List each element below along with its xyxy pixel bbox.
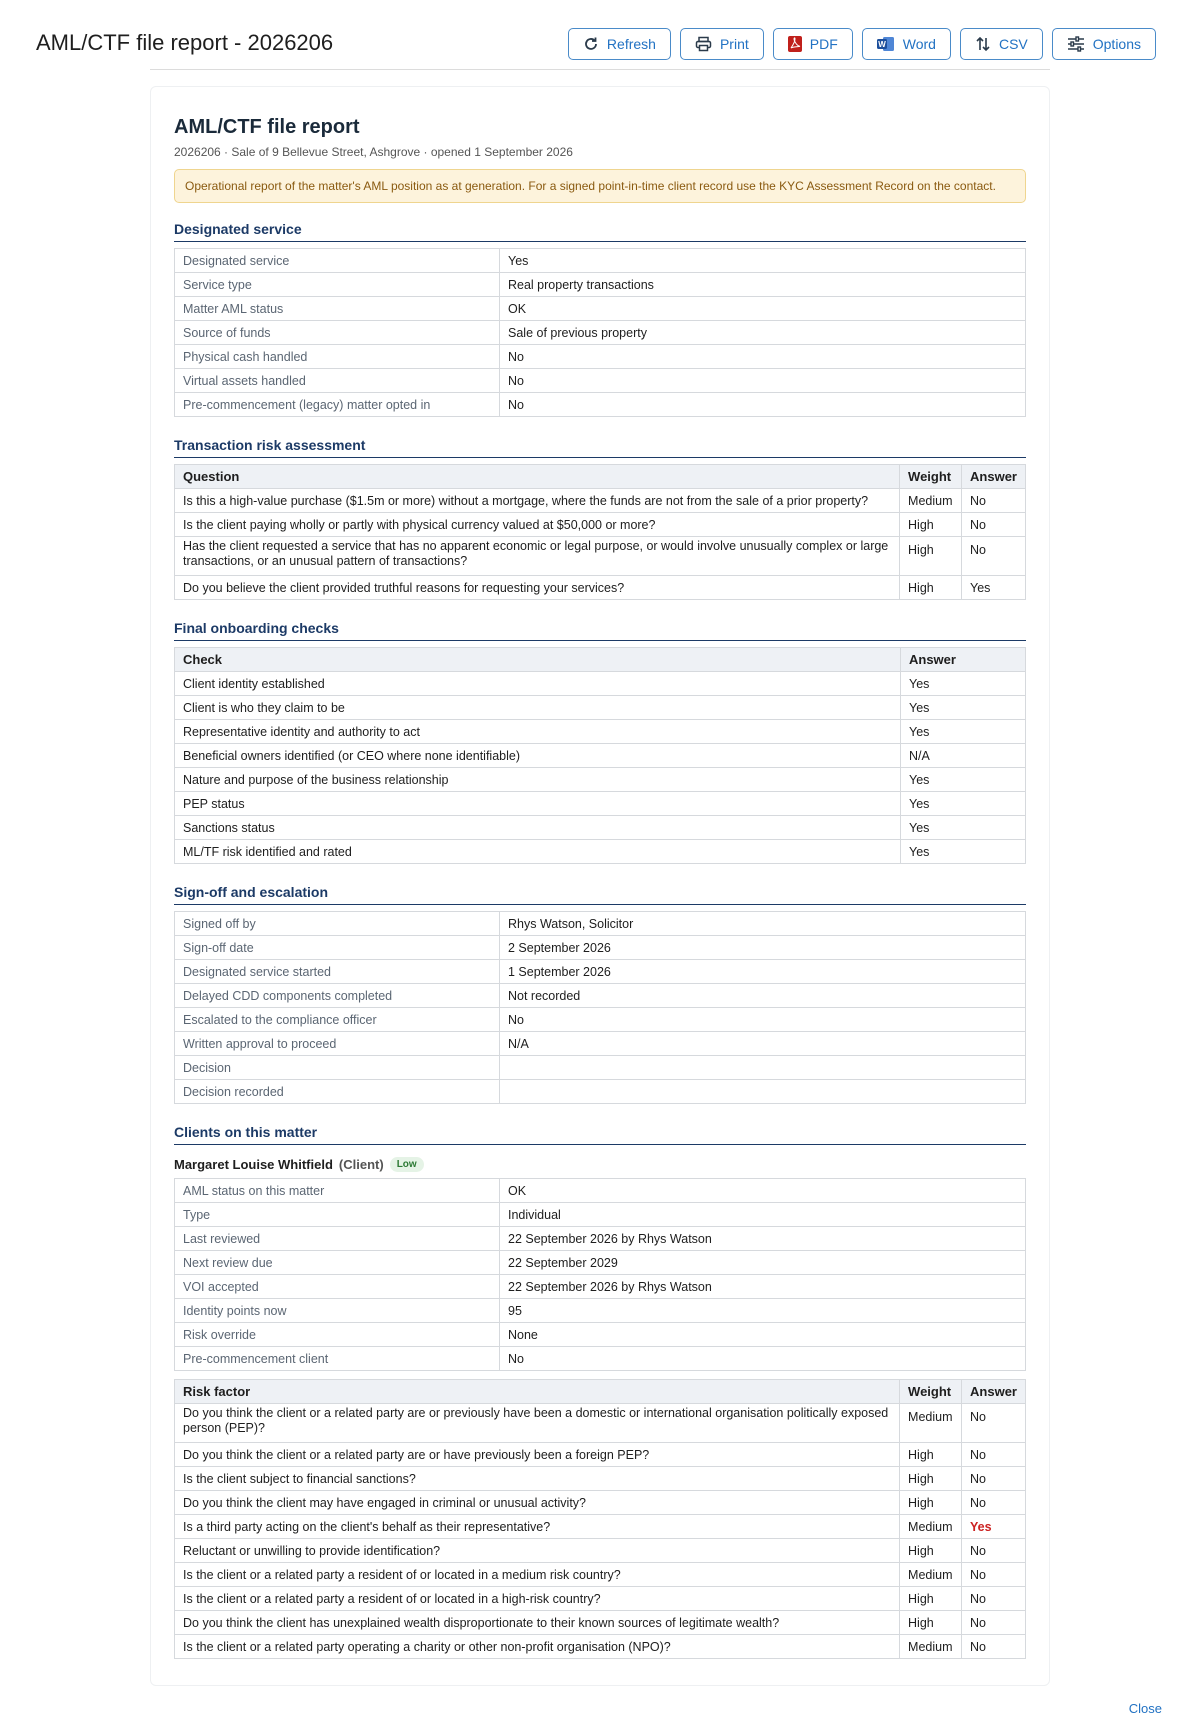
table-row bbox=[175, 696, 1026, 720]
table-row bbox=[175, 1515, 1026, 1539]
table-row bbox=[175, 1539, 1026, 1563]
column-header-answer: Answer bbox=[962, 465, 1026, 489]
client-role: (Client) bbox=[338, 1157, 384, 1172]
table-row bbox=[175, 1227, 1026, 1251]
row-label: Delayed CDD components completed bbox=[175, 984, 500, 1008]
table-row bbox=[175, 1251, 1026, 1275]
table-row bbox=[175, 912, 1026, 936]
question-cell: Is the client subject to financial sanctions? bbox=[175, 1467, 900, 1491]
row-value: 22 September 2029 bbox=[500, 1251, 1026, 1275]
check-cell: Nature and purpose of the business relationship bbox=[175, 768, 901, 792]
table-row bbox=[175, 672, 1026, 696]
row-value: Not recorded bbox=[500, 984, 1026, 1008]
word-button[interactable] bbox=[862, 28, 951, 60]
answer-cell: No bbox=[962, 1539, 1026, 1563]
refresh-label: Refresh bbox=[606, 36, 656, 52]
table-row bbox=[175, 489, 1026, 513]
pdf-label: PDF bbox=[809, 36, 838, 52]
table-row bbox=[175, 792, 1026, 816]
table-row bbox=[175, 816, 1026, 840]
column-header-weight: Weight bbox=[900, 1380, 962, 1404]
answer-cell: No bbox=[962, 1563, 1026, 1587]
weight-cell: Medium bbox=[900, 489, 962, 513]
answer-cell: No bbox=[962, 489, 1026, 513]
weight-cell: High bbox=[900, 1539, 962, 1563]
column-header-risk-factor: Risk factor bbox=[175, 1380, 900, 1404]
printer-icon bbox=[695, 36, 712, 52]
question-cell: Is the client paying wholly or partly with physical currency valued at $50,000 or more? bbox=[175, 513, 900, 537]
answer-cell: No bbox=[962, 1443, 1026, 1467]
question-cell: Do you believe the client provided truthful reasons for requesting your services? bbox=[175, 576, 900, 600]
row-label: Designated service started bbox=[175, 960, 500, 984]
client-details-table bbox=[174, 1178, 1026, 1371]
row-label: Risk override bbox=[175, 1323, 500, 1347]
column-header-question: Question bbox=[175, 465, 900, 489]
table-row bbox=[175, 1203, 1026, 1227]
table-row bbox=[175, 1404, 1026, 1443]
answer-cell: Yes bbox=[901, 792, 1026, 816]
row-label: Pre-commencement client bbox=[175, 1347, 500, 1371]
header-divider bbox=[150, 69, 1050, 70]
refresh-button[interactable] bbox=[568, 28, 671, 60]
notice-banner: Operational report of the matter's AML position as at generation. For a signed point-in-time client record use the KYC Assessment Record on the contact. bbox=[174, 169, 1026, 203]
row-value bbox=[500, 1080, 1026, 1104]
row-value: Rhys Watson, Solicitor bbox=[500, 912, 1026, 936]
weight-cell: High bbox=[900, 513, 962, 537]
answer-cell: No bbox=[962, 1635, 1026, 1659]
answer-cell: No bbox=[962, 1491, 1026, 1515]
report-title: AML/CTF file report bbox=[174, 116, 360, 138]
table-row bbox=[175, 537, 1026, 576]
answer-cell: Yes bbox=[901, 672, 1026, 696]
weight-cell: High bbox=[900, 1611, 962, 1635]
table-row bbox=[175, 273, 1026, 297]
question-cell: Has the client requested a service that has no apparent economic or legal purpose, or would involve unusually complex or large transactions, or an unusual pattern of transactions? bbox=[175, 537, 900, 576]
row-value: Individual bbox=[500, 1203, 1026, 1227]
word-icon bbox=[877, 36, 895, 52]
answer-cell: Yes bbox=[901, 720, 1026, 744]
options-label: Options bbox=[1092, 36, 1141, 52]
row-value: No bbox=[500, 393, 1026, 417]
row-label: Designated service bbox=[175, 249, 500, 273]
row-value: 22 September 2026 by Rhys Watson bbox=[500, 1227, 1026, 1251]
onboarding-checks-table bbox=[174, 647, 1026, 864]
table-row bbox=[175, 1635, 1026, 1659]
row-label: Decision bbox=[175, 1056, 500, 1080]
question-cell: Is this a high-value purchase ($1.5m or more) without a mortgage, where the funds are not from the sale of a prior property? bbox=[175, 489, 900, 513]
check-cell: PEP status bbox=[175, 792, 901, 816]
report-subtitle: 2026206 · Sale of 9 Bellevue Street, Ashgrove · opened 1 September 2026 bbox=[174, 145, 573, 159]
question-cell: Is the client or a related party operating a charity or other non-profit organisation (NPO)? bbox=[175, 1635, 900, 1659]
answer-cell: No bbox=[962, 1587, 1026, 1611]
check-cell: ML/TF risk identified and rated bbox=[175, 840, 901, 864]
row-label: Written approval to proceed bbox=[175, 1032, 500, 1056]
question-cell: Do you think the client or a related party are or previously have been a domestic or international organisation politically exposed person (PEP)? bbox=[175, 1404, 900, 1443]
answer-cell: No bbox=[962, 1467, 1026, 1491]
check-cell: Client is who they claim to be bbox=[175, 696, 901, 720]
question-cell: Do you think the client or a related party are or have previously been a foreign PEP? bbox=[175, 1443, 900, 1467]
word-label: Word bbox=[902, 36, 936, 52]
toolbar bbox=[568, 28, 1156, 60]
table-row bbox=[175, 960, 1026, 984]
client-heading bbox=[174, 1157, 1026, 1172]
table-row bbox=[175, 1299, 1026, 1323]
row-value: N/A bbox=[500, 1032, 1026, 1056]
row-label: Identity points now bbox=[175, 1299, 500, 1323]
table-row bbox=[175, 720, 1026, 744]
page-title: AML/CTF file report - 2026206 bbox=[36, 30, 334, 55]
refresh-icon bbox=[583, 36, 599, 52]
answer-cell: Yes bbox=[901, 696, 1026, 720]
weight-cell: High bbox=[900, 1491, 962, 1515]
row-value: OK bbox=[500, 1179, 1026, 1203]
table-row bbox=[175, 513, 1026, 537]
row-value: OK bbox=[500, 297, 1026, 321]
row-value: Sale of previous property bbox=[500, 321, 1026, 345]
section-title-transaction-risk: Transaction risk assessment bbox=[174, 437, 1026, 458]
row-value: Real property transactions bbox=[500, 273, 1026, 297]
section-title-clients: Clients on this matter bbox=[174, 1124, 1026, 1145]
table-row bbox=[175, 249, 1026, 273]
csv-label: CSV bbox=[998, 36, 1028, 52]
table-row bbox=[175, 1491, 1026, 1515]
weight-cell: High bbox=[900, 537, 962, 576]
row-value: None bbox=[500, 1323, 1026, 1347]
csv-button[interactable] bbox=[960, 28, 1043, 60]
row-value: No bbox=[500, 345, 1026, 369]
question-cell: Is the client or a related party a resident of or located in a medium risk country? bbox=[175, 1563, 900, 1587]
close-button[interactable]: Close bbox=[1128, 1701, 1162, 1716]
row-label: Sign-off date bbox=[175, 936, 500, 960]
answer-cell: Yes bbox=[901, 768, 1026, 792]
options-button[interactable] bbox=[1052, 28, 1156, 60]
pdf-icon bbox=[788, 36, 802, 52]
table-row bbox=[175, 1275, 1026, 1299]
row-label: Matter AML status bbox=[175, 297, 500, 321]
column-header-answer: Answer bbox=[901, 648, 1026, 672]
table-row bbox=[175, 1179, 1026, 1203]
weight-cell: High bbox=[900, 576, 962, 600]
question-cell: Do you think the client has unexplained wealth disproportionate to their known sources of legitimate wealth? bbox=[175, 1611, 900, 1635]
table-row bbox=[175, 1443, 1026, 1467]
table-row bbox=[175, 768, 1026, 792]
designated-service-table bbox=[174, 248, 1026, 417]
weight-cell: Medium bbox=[900, 1563, 962, 1587]
table-row bbox=[175, 936, 1026, 960]
question-cell: Is a third party acting on the client's behalf as their representative? bbox=[175, 1515, 900, 1539]
answer-cell: No bbox=[962, 513, 1026, 537]
table-row bbox=[175, 1563, 1026, 1587]
row-value: No bbox=[500, 1347, 1026, 1371]
question-cell: Do you think the client may have engaged in criminal or unusual activity? bbox=[175, 1491, 900, 1515]
table-row bbox=[175, 393, 1026, 417]
weight-cell: Medium bbox=[900, 1635, 962, 1659]
check-cell: Representative identity and authority to act bbox=[175, 720, 901, 744]
row-label: Virtual assets handled bbox=[175, 369, 500, 393]
table-row bbox=[175, 984, 1026, 1008]
row-label: Service type bbox=[175, 273, 500, 297]
risk-level-badge: Low bbox=[390, 1157, 424, 1172]
row-label: Last reviewed bbox=[175, 1227, 500, 1251]
answer-cell: No bbox=[962, 1611, 1026, 1635]
table-row bbox=[175, 321, 1026, 345]
check-cell: Beneficial owners identified (or CEO where none identifiable) bbox=[175, 744, 901, 768]
row-label: Physical cash handled bbox=[175, 345, 500, 369]
table-row bbox=[175, 1032, 1026, 1056]
report-header bbox=[0, 0, 1200, 88]
pdf-button[interactable] bbox=[773, 28, 853, 60]
table-row bbox=[175, 1467, 1026, 1491]
row-label: Type bbox=[175, 1203, 500, 1227]
table-row bbox=[175, 369, 1026, 393]
question-cell: Reluctant or unwilling to provide identification? bbox=[175, 1539, 900, 1563]
row-value: No bbox=[500, 1008, 1026, 1032]
row-label: AML status on this matter bbox=[175, 1179, 500, 1203]
row-value: No bbox=[500, 369, 1026, 393]
weight-cell: High bbox=[900, 1467, 962, 1491]
question-cell: Is the client or a related party a resident of or located in a high-risk country? bbox=[175, 1587, 900, 1611]
answer-cell: Yes bbox=[962, 1515, 1026, 1539]
weight-cell: Medium bbox=[900, 1515, 962, 1539]
client-name: Margaret Louise Whitfield bbox=[174, 1157, 333, 1172]
row-label: Next review due bbox=[175, 1251, 500, 1275]
table-row bbox=[175, 297, 1026, 321]
column-header-weight: Weight bbox=[900, 465, 962, 489]
row-value: 22 September 2026 by Rhys Watson bbox=[500, 1275, 1026, 1299]
section-title-designated-service: Designated service bbox=[174, 221, 1026, 242]
column-header-answer: Answer bbox=[962, 1380, 1026, 1404]
weight-cell: High bbox=[900, 1587, 962, 1611]
transaction-risk-table bbox=[174, 464, 1026, 600]
print-button[interactable] bbox=[680, 28, 764, 60]
print-label: Print bbox=[719, 36, 749, 52]
answer-cell: No bbox=[962, 1404, 1026, 1443]
weight-cell: High bbox=[900, 1443, 962, 1467]
table-row bbox=[175, 1080, 1026, 1104]
row-value: 1 September 2026 bbox=[500, 960, 1026, 984]
section-title-onboarding: Final onboarding checks bbox=[174, 620, 1026, 641]
answer-cell: No bbox=[962, 537, 1026, 576]
row-label: VOI accepted bbox=[175, 1275, 500, 1299]
client-risk-factor-table bbox=[174, 1379, 1026, 1659]
row-label: Signed off by bbox=[175, 912, 500, 936]
table-row bbox=[175, 1587, 1026, 1611]
answer-cell: Yes bbox=[962, 576, 1026, 600]
table-row bbox=[175, 1611, 1026, 1635]
check-cell: Sanctions status bbox=[175, 816, 901, 840]
answer-cell: N/A bbox=[901, 744, 1026, 768]
row-value: 95 bbox=[500, 1299, 1026, 1323]
row-label: Pre-commencement (legacy) matter opted in bbox=[175, 393, 500, 417]
row-value bbox=[500, 1056, 1026, 1080]
signoff-table bbox=[174, 911, 1026, 1104]
table-row bbox=[175, 744, 1026, 768]
table-row bbox=[175, 840, 1026, 864]
sliders-icon bbox=[1067, 36, 1085, 52]
weight-cell: Medium bbox=[900, 1404, 962, 1443]
row-label: Decision recorded bbox=[175, 1080, 500, 1104]
table-row bbox=[175, 1056, 1026, 1080]
row-label: Source of funds bbox=[175, 321, 500, 345]
table-row bbox=[175, 576, 1026, 600]
svg-text:W: W bbox=[877, 40, 886, 49]
row-value: 2 September 2026 bbox=[500, 936, 1026, 960]
table-row bbox=[175, 345, 1026, 369]
sort-arrows-icon bbox=[975, 36, 991, 52]
report-content bbox=[174, 112, 1026, 1659]
row-label: Escalated to the compliance officer bbox=[175, 1008, 500, 1032]
table-row bbox=[175, 1347, 1026, 1371]
answer-cell: Yes bbox=[901, 816, 1026, 840]
table-row bbox=[175, 1008, 1026, 1032]
section-title-signoff: Sign-off and escalation bbox=[174, 884, 1026, 905]
column-header-check: Check bbox=[175, 648, 901, 672]
answer-cell: Yes bbox=[901, 840, 1026, 864]
table-row bbox=[175, 1323, 1026, 1347]
row-value: Yes bbox=[500, 249, 1026, 273]
check-cell: Client identity established bbox=[175, 672, 901, 696]
